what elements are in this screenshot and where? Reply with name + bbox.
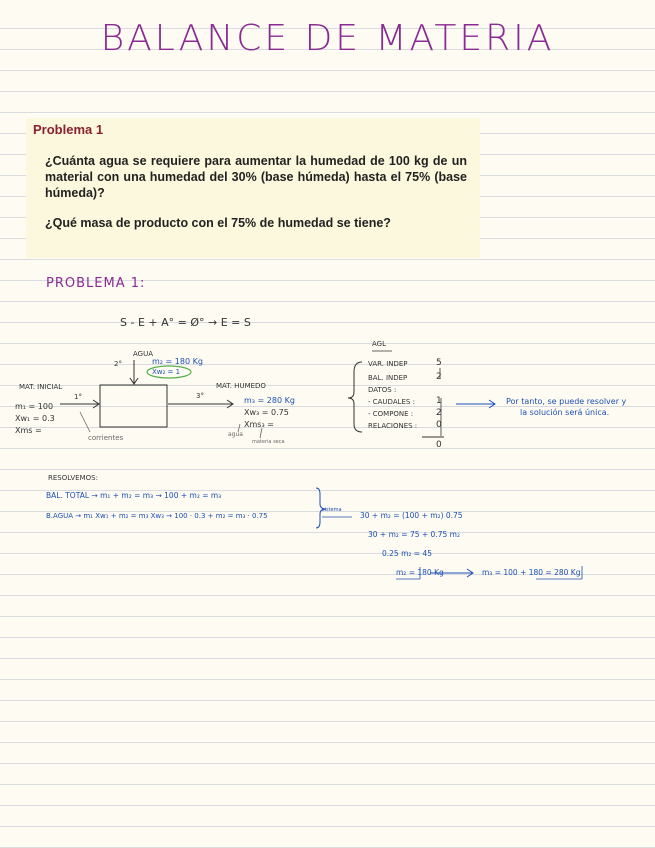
agl-row-value: 5 [436,358,442,368]
page-title: BALANCE DE MATERIA [100,18,555,59]
result-m2: m₂ = 180 Kg [396,568,444,577]
corrientes-note: corrientes [88,434,124,442]
stream1-number: 1° [74,393,82,401]
agl-row-value: 2 [436,372,442,382]
balance-equation: S - E + A° = Ø° → E = S [120,316,251,329]
agl-row-label: - COMPONE : [368,410,414,418]
result-m3: m₃ = 100 + 180 = 280 Kg [482,568,581,577]
resolution-heading: RESOLVEMOS: [48,474,98,482]
stream1-water-fraction: Xw₁ = 0.3 [15,414,55,423]
stream2-number: 2° [114,360,122,368]
agl-row-label: VAR. INDEP [368,360,408,368]
stream2-mass: m₂ = 180 Kg [152,357,203,366]
total-balance: BAL. TOTAL → m₁ + m₂ = m₃ → 100 + m₂ = m₃ [46,491,222,500]
stream3-water-fraction: Xw₃ = 0.75 [244,408,289,417]
stream2-name: AGUA [133,350,154,358]
agl-row-value: 0 [436,420,442,430]
agl-row-label: RELACIONES : [368,422,418,430]
stream2-fraction: Xw₂ = 1 [152,368,181,376]
stream3-dry-fraction: Xms₃ = [244,420,274,429]
agl-header: AGL [372,340,386,348]
step-3: 0.25 m₂ = 45 [382,549,432,558]
agua-note: agua [228,431,243,438]
stream1-dry-fraction: Xms = [15,426,42,435]
question-1: ¿Cuánta agua se requiere para aumentar la humedad de 100 kg de un material con una humedad del 30% (base húmeda) hasta el 75% (base húmeda)? [45,154,467,200]
agl-result: 0 [436,440,442,450]
agl-row-label: DATOS : [368,386,397,394]
agl-row-label: - CAUDALES : [368,398,415,406]
problem-heading: Problema 1 [33,122,104,137]
agl-row-value: 2 [436,408,442,418]
conclusion-line-2: la solución será única. [520,408,610,417]
question-2: ¿Qué masa de producto con el 75% de humedad se tiene? [45,216,391,230]
step-2: 30 + m₂ = 75 + 0.75 m₂ [368,530,460,539]
stream3-mass: m₃ = 280 Kg [244,396,295,405]
materia-seca-note: materia seca [252,439,285,445]
agl-row-label: BAL. INDEP [368,374,408,382]
stream3-label: MAT. HUMEDO [216,382,266,390]
agl-row-value: 1 [436,396,442,406]
water-balance: B.AGUA → m₁ Xw₁ + m₂ = m₃ Xw₃ → 100 · 0.3 + m₂ = m₃ · 0.75 [46,512,268,520]
stream1-mass: m₁ = 100 [15,402,54,411]
notes-subtitle: PROBLEMA 1: [46,276,146,291]
stream3-number: 3° [196,392,204,400]
step-1: 30 + m₂ = (100 + m₂) 0.75 [360,511,463,520]
conclusion-line-1: Por tanto, se puede resolver y [506,397,627,406]
stream1-label: MAT. INICIAL [19,383,63,391]
sistema-note: sistema [322,507,342,513]
